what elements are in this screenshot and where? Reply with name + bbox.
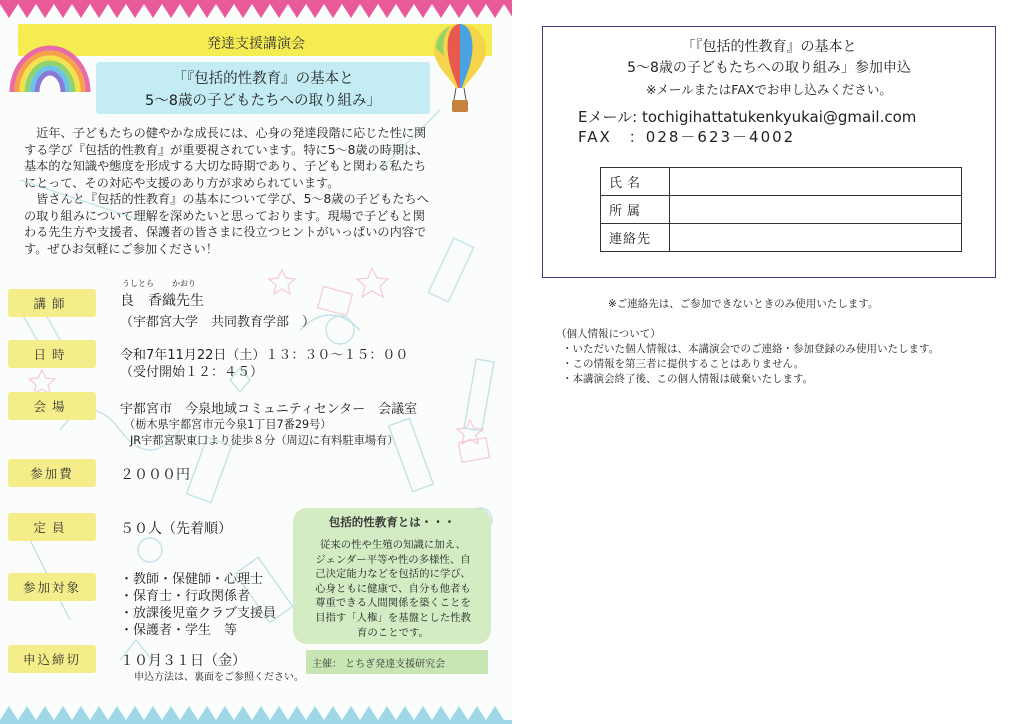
table-row	[601, 224, 962, 252]
target-item: ・保育士・行政関係者	[120, 589, 251, 604]
lecturer-ruby-given: かおり	[172, 279, 196, 288]
intro-line: にとって、その対応や支援のあり方が求められています。	[24, 175, 340, 190]
privacy-item: ・本講演会終了後、この個人情報は破棄いたします。	[562, 373, 814, 385]
deadline-value: １０月３１日（金）	[120, 653, 246, 669]
privacy-title: （個人情報について）	[556, 328, 661, 340]
contact-field-label: 連絡先	[601, 224, 670, 252]
registration-table	[600, 167, 962, 252]
target-item: ・教師・保健師・心理士	[120, 572, 264, 587]
form-submission-note: ※メールまたはFAXでお申し込みください。	[646, 82, 892, 97]
form-title-line-2: 5～8歳の子どもたちへの取り組み」参加申込	[627, 60, 911, 76]
main-title-line-2: 5～8歳の子どもたちへの取り組み」	[145, 93, 381, 109]
affiliation-field-label: 所属	[601, 196, 670, 224]
intro-line: す。ぜひお気軽にご参加ください！	[24, 241, 219, 256]
target-label: 参加対象	[8, 573, 96, 601]
venue-name: 宇都宮市 今泉地域コミュニティセンター 会議室	[120, 402, 418, 417]
date-label: 日時	[8, 340, 96, 368]
contact-field[interactable]	[670, 224, 962, 252]
intro-line: 基本的な知識や態度を形成する大切な時期であり、子どもと関わる私たち	[24, 159, 427, 173]
fax-number: FAX ：028－623－4002	[578, 128, 796, 146]
main-title-line-1: 「『包括的性教育』の基本と	[172, 71, 354, 87]
info-box-line: 育のことです。	[357, 626, 429, 639]
name-field[interactable]	[670, 168, 962, 196]
lecturer-name: 良 香織先生	[120, 293, 204, 309]
contact-usage-note: ※ご連絡先は、ご参加できないときのみ使用いたします。	[608, 298, 879, 310]
event-series-title: 発達支援講演会	[207, 36, 305, 52]
privacy-item: ・この情報を第三者に提供することはありません。	[562, 358, 805, 370]
intro-line: わる先生方や支援者、保護者の皆さまに役立つヒントがいっぱいの内容で	[24, 225, 427, 239]
lecturer-affiliation: （宇都宮大学 共同教育学部 ）	[120, 315, 316, 330]
intro-line: の取り組みについて理解を深めたいと思っております。現場で子どもと関	[24, 208, 425, 223]
info-box-line: 従来の性や生殖の知識に加え、	[319, 539, 467, 551]
intro-line: 皆さんと『包括的性教育』の基本について学び、5～8歳の子どもたちへ	[24, 192, 429, 206]
affiliation-field[interactable]	[670, 196, 962, 224]
target-item: ・放課後児童クラブ支援員	[120, 606, 277, 621]
table-row	[601, 168, 962, 196]
date-value: 令和7年11月22日（土）１３：３０～１５：００	[120, 348, 409, 363]
fee-label: 参加費	[8, 459, 96, 487]
lecturer-label: 講師	[8, 289, 96, 317]
intro-line: 近年、子どもたちの健やかな成長には、心身の発達段階に応じた性に関	[24, 126, 427, 140]
form-title-line-1: 「『包括的性教育』の基本と	[681, 39, 857, 55]
info-box-line: 己決定能力などを包括的に学び、	[315, 568, 471, 581]
venue-address: （栃木県宇都宮市元今泉1丁目7番29号）	[124, 418, 332, 431]
reception-time: （受付開始１２：４５）	[120, 365, 264, 380]
lecturer-ruby-surname: うしとら	[122, 279, 154, 288]
application-method-note: 申込方法は、裏面をご参照ください。	[134, 672, 304, 683]
info-box-line: 目指す「人権」を基盤とした性教	[315, 612, 471, 624]
privacy-item: ・いただいた個人情報は、本講演会でのご連絡・参加登録のみ使用いたします。	[562, 343, 940, 355]
capacity-value: ５０人（先着順）	[120, 521, 232, 537]
info-box-line: 心身ともに健康で、自分も他者も	[315, 582, 471, 595]
email-address[interactable]: Eメール: tochigihattatukenkyukai@gmail.com	[578, 108, 917, 126]
venue-label: 会場	[8, 392, 96, 420]
intro-line: する学び『包括的性教育』が重要視されています。特に5～8歳の時期は、	[24, 142, 429, 157]
sponsor-text: 主催： とちぎ発達支援研究会	[312, 659, 446, 670]
deadline-label: 申込締切	[8, 645, 96, 673]
table-row	[601, 196, 962, 224]
name-field-label: 氏名	[601, 168, 670, 196]
fee-value: ２０００円	[120, 467, 190, 483]
info-box-title: 包括的性教育とは・・・	[328, 515, 456, 529]
info-box-line: 尊重できる人間関係を築くことを	[315, 597, 471, 610]
info-box-line: ジェンダー平等や性の多様性、自	[315, 553, 471, 566]
capacity-label: 定員	[8, 513, 96, 541]
target-item: ・保護者・学生 等	[120, 623, 238, 638]
venue-access: JR宇都宮駅東口より徒歩８分（周辺に有料駐車場有）	[130, 434, 399, 447]
